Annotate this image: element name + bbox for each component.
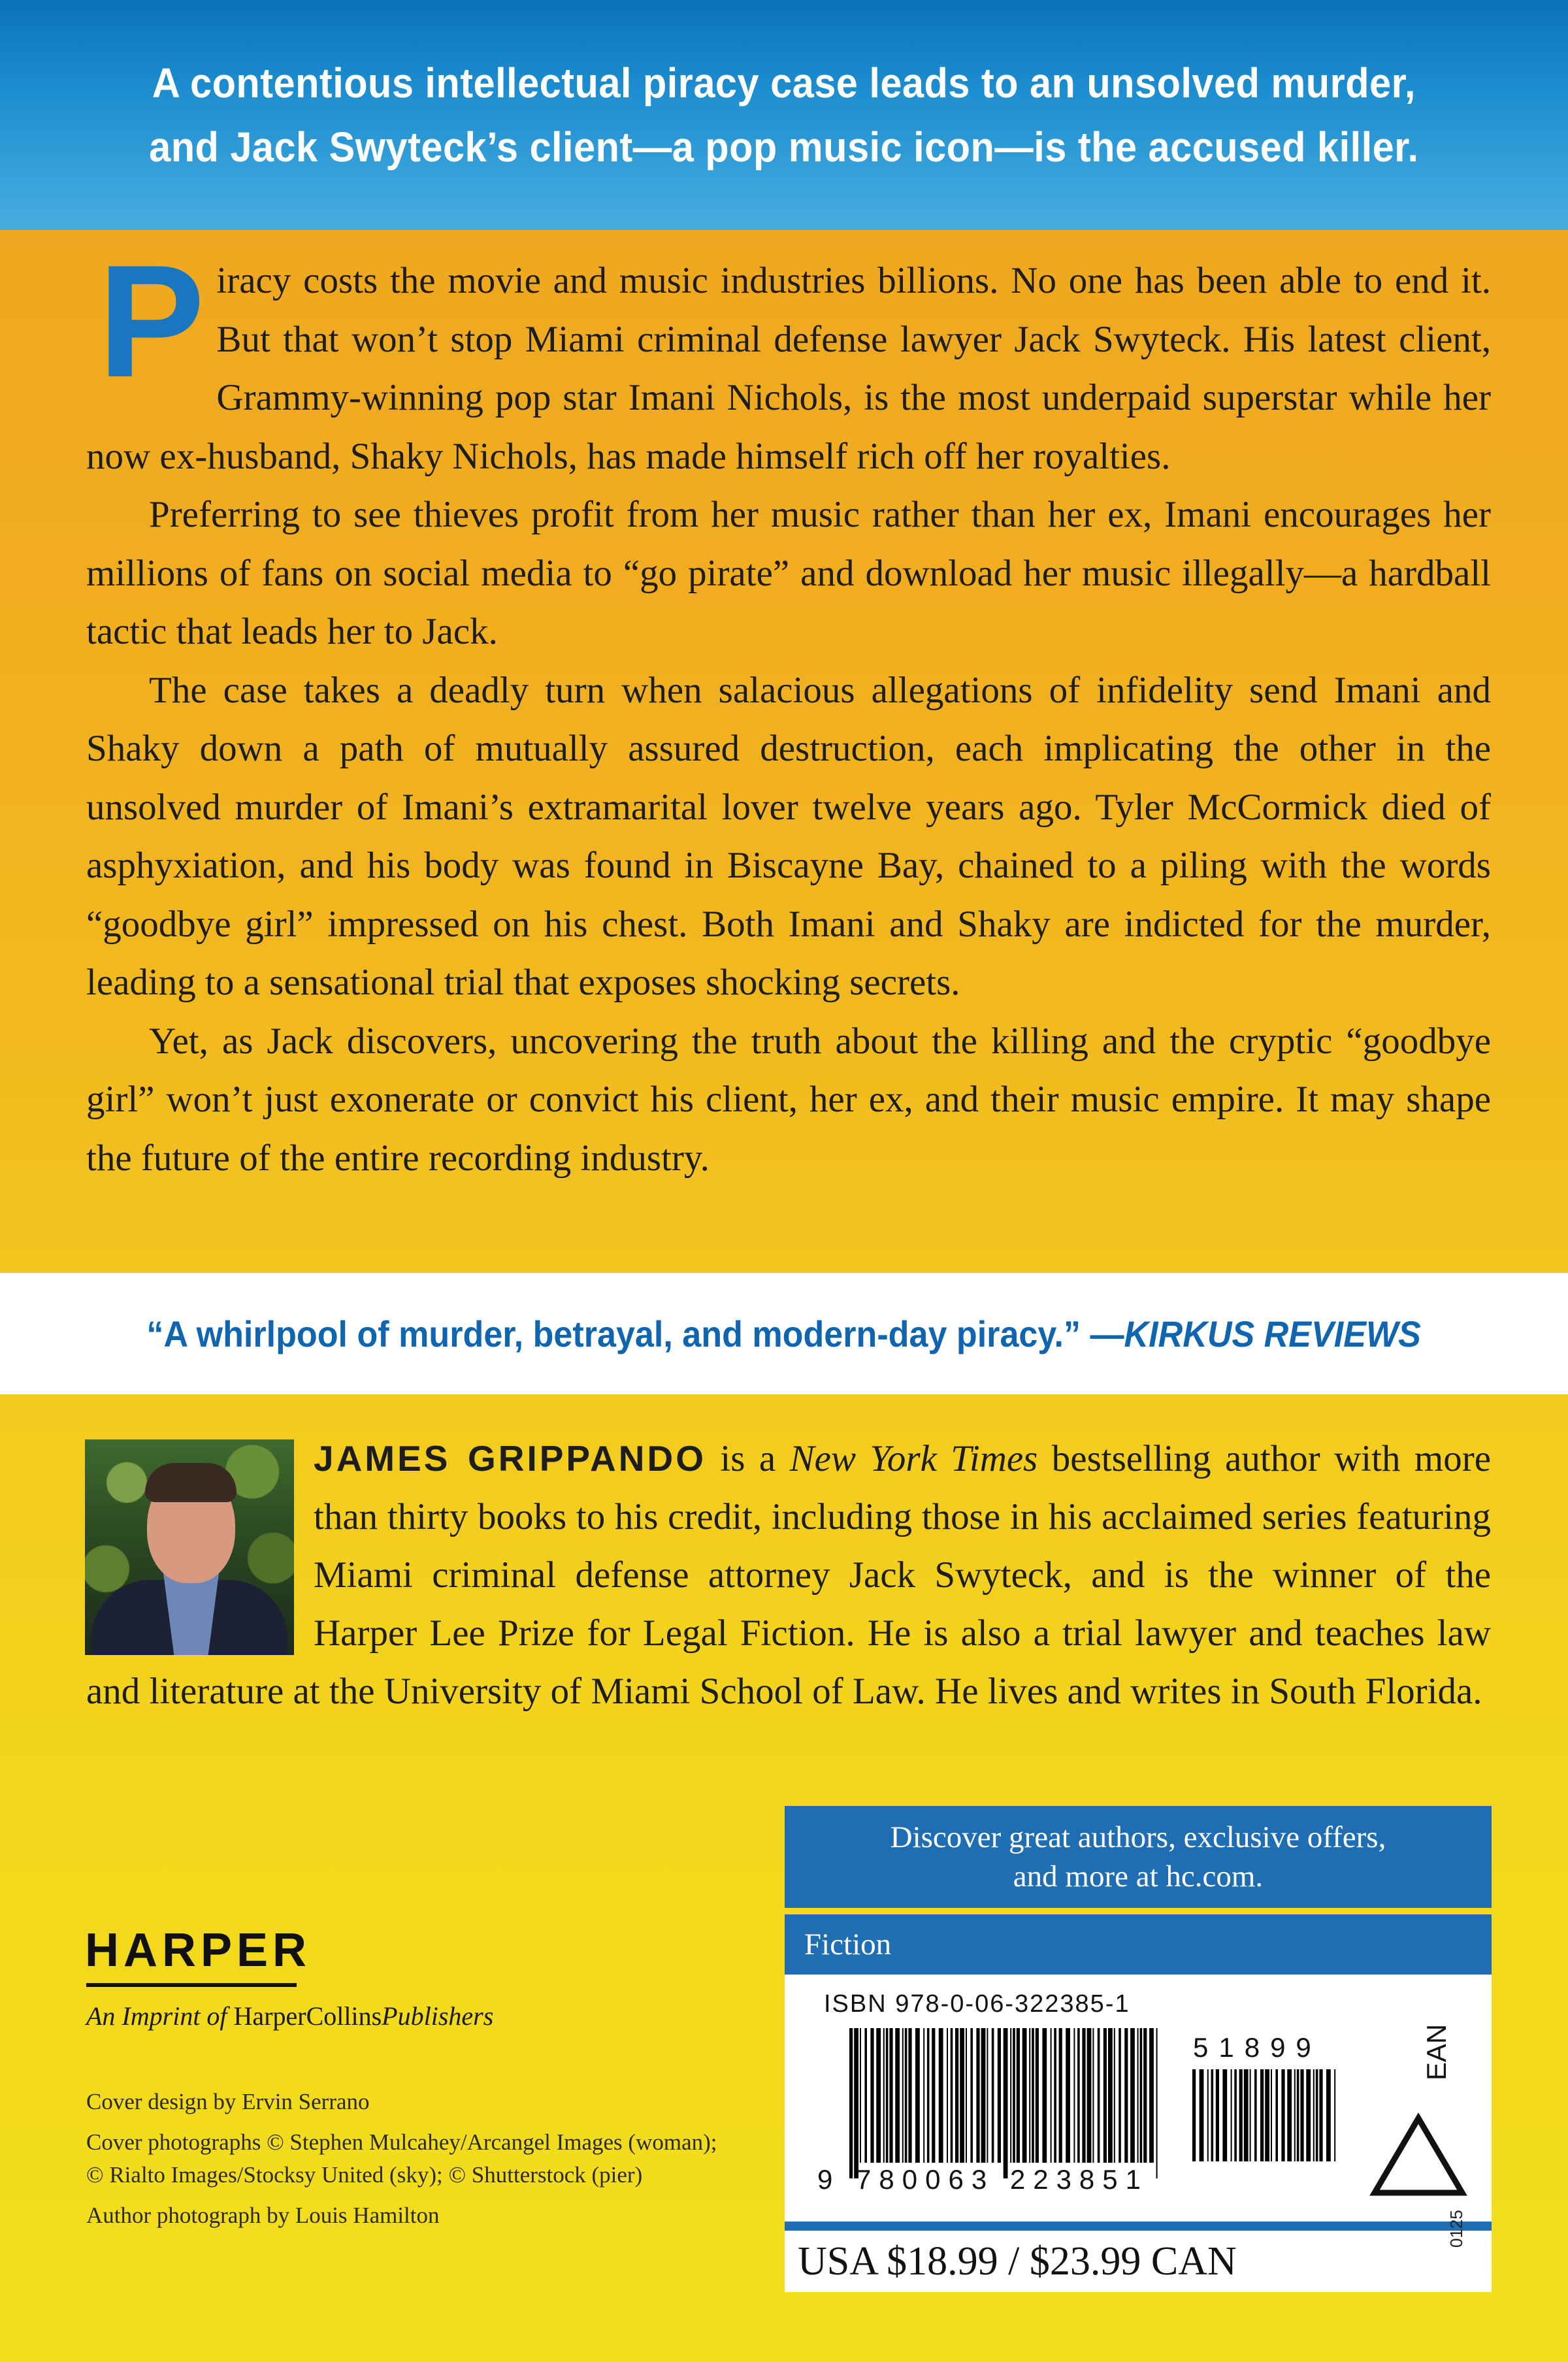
barcode-bar [1234, 2069, 1237, 2161]
barcode-bar [992, 2028, 994, 2163]
barcode-bar [1222, 2069, 1227, 2161]
synopsis-paragraph-3: The case takes a deadly turn when salacious allegations of infidelity send Imani and Shaky down a path of mutually assured destruction, each implicating the other in the unsolved murder of Imani’s extramarital lover twelve years ago. Tyler McCormick died of asphyxiation, and his body was found in Biscayne Bay, chained to a piling with the words “goodbye girl” impressed on his chest. Both Imani and Shaky are indicted for the murder, leading to a sensational trial that exposes shocking secrets. [86, 669, 1491, 1003]
synopsis-paragraph-4: Yet, as Jack discovers, uncovering the truth about the killing and the cryptic “goodbye girl” won’t just exonerate or convict his client, her ex, and their music empire. It may shape the future of the entire recording industry. [86, 1020, 1491, 1179]
barcode-box [785, 1975, 1492, 2222]
barcode-bar [1066, 2028, 1070, 2163]
genre-label: Fiction [804, 1927, 892, 1961]
barcode-bar [864, 2028, 867, 2163]
price-rule [785, 2222, 1492, 2231]
barcode-bar [1281, 2069, 1284, 2161]
barcode-bar [1119, 2028, 1121, 2163]
barcode-bar [1054, 2028, 1056, 2163]
credit-design: Cover design by Ervin Serrano [86, 2089, 370, 2114]
barcode-bar [932, 2028, 935, 2163]
barcode-bar [1287, 2069, 1292, 2161]
ean-label: EAN [1421, 2024, 1452, 2081]
barcode-bar [1200, 2069, 1204, 2161]
synopsis-paragraph-1-text: iracy costs the movie and music industries billions. No one has been able to end it. But that won’t stop Miami criminal defense lawyer Jack Swyteck. His latest client, Grammy-winning pop star Imani Nichols, is the most underpaid superstar while her now ex-husband, Shaky Nichols, has made himself rich off her royalties. [86, 260, 1491, 477]
synopsis [86, 231, 1491, 1187]
barcode-bar [883, 2028, 885, 2163]
barcode-bar [960, 2028, 964, 2163]
barcode-bar [889, 2028, 892, 2163]
barcode-bar [939, 2028, 943, 2163]
drop-cap: P [98, 231, 205, 410]
author-bio [86, 1430, 1491, 1720]
barcode-bar [987, 2028, 988, 2163]
synopsis-paragraph-2: Preferring to see thieves profit from her music rather than her ex, Imani encourages her millions of fans on social media to “go pirate” and download her music illegally—a hardball tactic that leads her to Jack. [86, 494, 1491, 652]
triangle-icon [1369, 2113, 1467, 2198]
barcode-bar [854, 2028, 858, 2178]
barcode-bar [870, 2028, 874, 2163]
barcode-bar [902, 2028, 904, 2163]
price: USA $18.99 / $23.99 CAN [798, 2239, 1237, 2284]
imprint-suffix: Publishers [382, 2001, 494, 2031]
barcode-bar [1114, 2028, 1115, 2163]
author-bio-pre: is a [706, 1438, 790, 1479]
barcode-bar [860, 2028, 861, 2163]
barcode-bar [927, 2028, 930, 2163]
barcode-bar [998, 2028, 1001, 2163]
barcode-bar [955, 2028, 958, 2163]
promo-line-2: and more at hc.com. [1013, 1860, 1264, 1894]
barcode-bar [1013, 2028, 1015, 2163]
imprint-name: HarperCollins [233, 2001, 382, 2031]
barcode-bar [1244, 2069, 1249, 2161]
barcode-bar [1143, 2028, 1147, 2163]
review-quote-text: “A whirlpool of murder, betrayal, and modern-day piracy.” — [146, 1313, 1124, 1354]
promo-box [785, 1806, 1492, 1908]
barcode-bar [1124, 2028, 1128, 2163]
barcode-bar [876, 2028, 881, 2163]
barcode-bar [1334, 2069, 1335, 2161]
barcode-bar [1216, 2069, 1219, 2161]
barcode-bar [1130, 2028, 1135, 2163]
barcode-bar [1297, 2069, 1299, 2161]
tagline-banner [0, 0, 1568, 230]
barcode-bar [1137, 2028, 1139, 2163]
promo-line-1: Discover great authors, exclusive offers, [890, 1820, 1386, 1854]
nyt-title: New York Times [789, 1438, 1038, 1479]
addon-digits: 51899 [1193, 2032, 1322, 2063]
barcode-bar [1207, 2069, 1209, 2161]
barcode-bar [1326, 2069, 1331, 2161]
barcode-bar [915, 2028, 920, 2163]
publisher-logo-rule [86, 1983, 297, 1987]
barcode-bar [1042, 2028, 1047, 2163]
barcode-bar [1211, 2069, 1214, 2161]
barcode-bar [1017, 2028, 1020, 2163]
author-photo-spacer [86, 1430, 314, 1662]
synopsis-paragraph-1 [86, 231, 1491, 485]
review-quote [147, 1313, 1421, 1355]
tagline-line-1: A contentious intellectual piracy case leads to an unsolved murder, [152, 59, 1416, 107]
barcode-bar [1098, 2028, 1100, 2163]
barcode-bar [947, 2028, 948, 2163]
barcode-bar [1254, 2069, 1257, 2161]
price-box [785, 2231, 1492, 2292]
barcode-bar [1319, 2069, 1322, 2161]
barcode-bar [976, 2028, 979, 2163]
barcode-bar [966, 2028, 967, 2163]
barcode-bar [1059, 2028, 1062, 2163]
tagline-line-2: and Jack Swyteck’s client—a pop music icon—is the accused killer. [149, 123, 1419, 171]
review-source: KIRKUS REVIEWS [1124, 1313, 1422, 1354]
barcode-bar [886, 2028, 889, 2163]
credit-author-photo: Author photograph by Louis Hamilton [86, 2203, 440, 2228]
barcode-bar [1294, 2069, 1296, 2161]
barcode-bar [849, 2028, 853, 2178]
barcode-bar [1156, 2028, 1158, 2178]
barcode-bar [1306, 2069, 1311, 2161]
credit-photos: Cover photographs © Stephen Mulcahey/Arcangel Images (woman); © Rialto Images/Stocksy United (sky); © Shutterstock (pier) [86, 2129, 717, 2188]
barcode-bar [1092, 2028, 1094, 2163]
barcode-bar [1316, 2069, 1318, 2161]
review-quote-band [0, 1273, 1568, 1394]
barcode-bar [1087, 2028, 1092, 2163]
addon-barcode [1190, 2069, 1340, 2177]
barcode-bar [981, 2028, 986, 2163]
author-name: JAMES GRIPPANDO [314, 1438, 706, 1479]
barcode-bar [1029, 2028, 1030, 2163]
genre-bar [785, 1914, 1492, 1975]
imprint-prefix: An Imprint of [86, 2001, 234, 2031]
barcode-digits: 9 780063 223851 [817, 2164, 1149, 2195]
barcode-bar [1250, 2069, 1251, 2161]
barcode-bar [1149, 2028, 1154, 2163]
barcode-bar [923, 2028, 924, 2163]
barcode-bar [1239, 2069, 1243, 2161]
barcode-bar [1275, 2069, 1278, 2161]
barcode-bar [1010, 2028, 1011, 2163]
barcode-bar [1108, 2028, 1113, 2163]
barcode-bar [1192, 2069, 1196, 2161]
barcode-bar [1051, 2028, 1052, 2163]
barcode-bar [1103, 2028, 1107, 2163]
ean-barcode [847, 2028, 1160, 2178]
imprint-line [86, 2001, 493, 2031]
barcode-bar [1313, 2069, 1315, 2161]
print-code: 0125 [1446, 2210, 1466, 2248]
barcode-bar [1073, 2028, 1075, 2163]
barcode-bar [1004, 2028, 1008, 2178]
barcode-bar [1036, 2028, 1039, 2163]
barcode-bar [1077, 2028, 1080, 2163]
barcode-bar [908, 2028, 911, 2163]
barcode-bar [1265, 2069, 1269, 2161]
barcode-bar [1022, 2028, 1027, 2163]
barcode-bar [1271, 2069, 1272, 2161]
barcode-bar [970, 2028, 973, 2163]
barcode-bar [1260, 2069, 1264, 2161]
credits [86, 2086, 740, 2240]
barcode-bar [1032, 2028, 1034, 2163]
barcode-bar [1300, 2069, 1303, 2161]
isbn-label: ISBN 978-0-06-322385-1 [824, 1990, 1130, 2018]
barcode-bar [895, 2028, 900, 2163]
author-bio-text: bestselling author with more than thirty books to his credit, including those in his acclaimed series featuring Miami criminal defense attorney Jack Swyteck, and is the winner of the Harper Lee Prize for Legal Fiction. He is also a trial lawyer and teaches law and literature at the University of Miami School of Law. He lives and writes in South Florida. [86, 1438, 1492, 1712]
barcode-bar [1140, 2028, 1143, 2163]
barcode-bar [951, 2028, 953, 2163]
barcode-bar [905, 2028, 907, 2163]
barcode-bar [1082, 2028, 1085, 2163]
barcode-bar [1231, 2069, 1232, 2161]
publisher-logo: HARPER [85, 1924, 312, 1977]
